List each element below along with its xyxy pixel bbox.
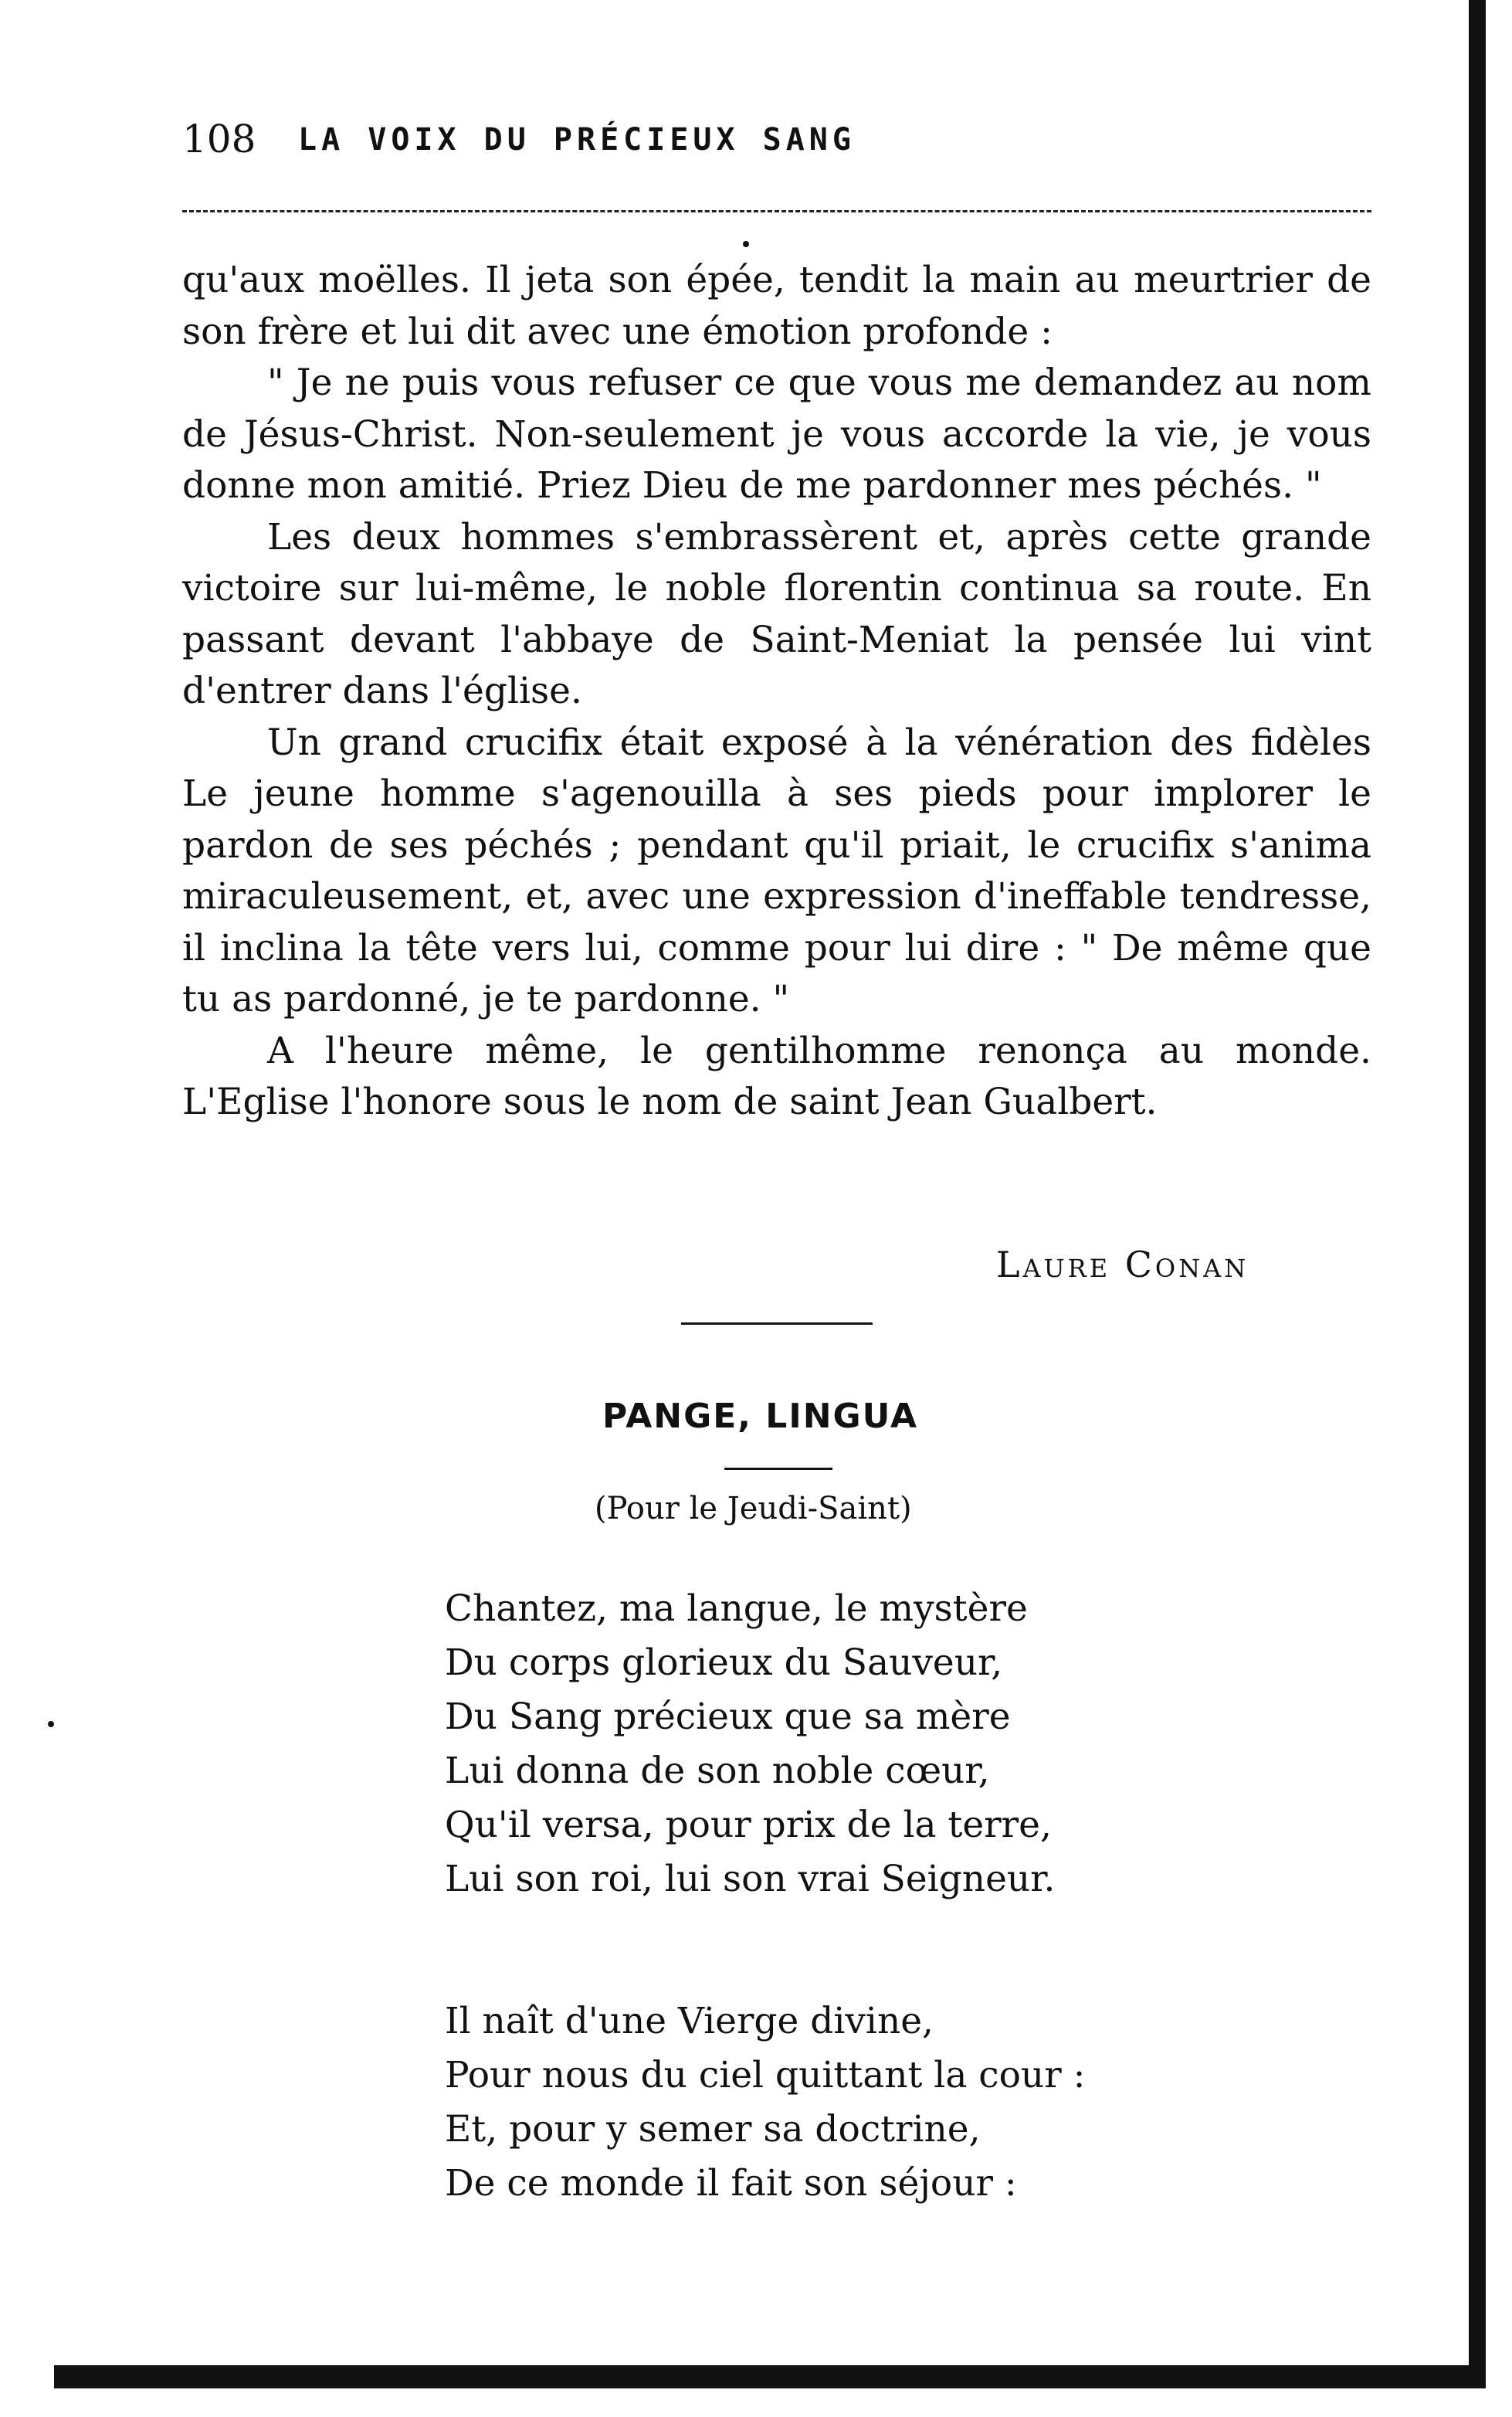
page-number: 108 xyxy=(182,117,256,161)
page-edge-shadow-bottom xyxy=(54,2365,1486,2388)
ink-speck xyxy=(48,1721,54,1727)
poem-stanza-2 xyxy=(445,1994,1085,2211)
paragraph: A l'heure même, le gentilhomme renonça au monde. L'Eglise l'honore sous le nom de saint Jean Gualbert. xyxy=(182,1029,1371,1123)
header-rule xyxy=(182,210,1371,212)
title-divider xyxy=(724,1468,832,1470)
running-title: LA VOIX DU PRÉCIEUX SANG xyxy=(298,122,856,158)
poem-title: PANGE, LINGUA xyxy=(602,1397,919,1436)
poem-stanza-1 xyxy=(445,1582,1055,1906)
poem-subtitle: (Pour le Jeudi-Saint) xyxy=(595,1491,912,1526)
paragraph: qu'aux moëlles. Il jeta son épée, tendit la main au meurtrier de son frère et lui dit avec une émotion profonde : xyxy=(182,259,1371,353)
paragraph: Un grand crucifix était exposé à la vénération des fidèles Le jeune homme s'agenouilla à ses pieds pour implorer le pardon de ses péchés ; pendant qu'il priait, le crucifix s'anima miraculeusement, et, avec une expression d'ineffable tendresse, il inclina la tête vers lui, comme pour lui dire : " De même que tu as pardonné, je te pardonne. " xyxy=(182,721,1371,1020)
verse-line: Lui son roi, lui son vrai Seigneur. xyxy=(445,1858,1056,1900)
page-edge-shadow-right xyxy=(1469,0,1486,2379)
ink-speck xyxy=(743,241,749,247)
verse-line: Pour nous du ciel quittant la cour : xyxy=(445,2054,1086,2096)
verse-line: De ce monde il fait son séjour : xyxy=(445,2162,1017,2205)
verse-line: Qu'il versa, pour prix de la terre, xyxy=(445,1804,1052,1846)
verse-line: Chantez, ma langue, le mystère xyxy=(445,1587,1028,1630)
verse-line: Du Sang précieux que sa mère xyxy=(445,1696,1011,1738)
author-signature: Laure Conan xyxy=(996,1244,1249,1285)
verse-line: Il naît d'une Vierge divine, xyxy=(445,2000,934,2042)
section-divider xyxy=(681,1322,873,1325)
verse-line: Du corps glorieux du Sauveur, xyxy=(445,1641,1003,1684)
prose-body xyxy=(182,255,1371,1129)
paragraph: " Je ne puis vous refuser ce que vous me demandez au nom de Jésus-Christ. Non-seulement je vous accorde la vie, je vous donne mon amitié. Priez Dieu de me pardonner mes péchés. " xyxy=(182,362,1371,507)
paragraph: Les deux hommes s'embrassèrent et, après cette grande victoire sur lui-même, le noble florentin continua sa route. En passant devant l'abbaye de Saint-Meniat la pensée lui vint d'entrer dans l'église. xyxy=(182,515,1371,712)
verse-line: Et, pour y semer sa doctrine, xyxy=(445,2108,981,2151)
page-header xyxy=(182,116,1371,170)
verse-line: Lui donna de son noble cœur, xyxy=(445,1750,990,1792)
